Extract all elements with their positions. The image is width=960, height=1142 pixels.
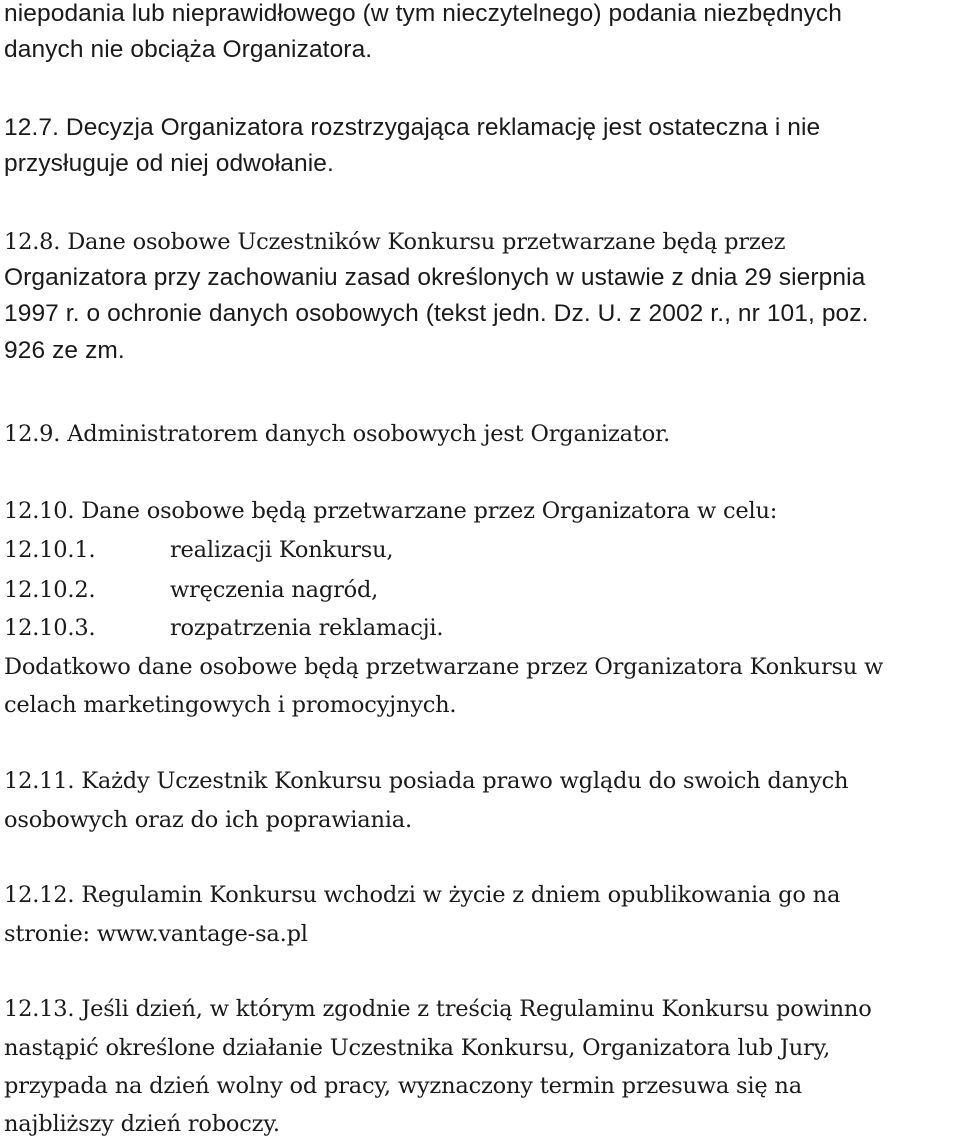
section-12-8-line: 12.8. Dane osobowe Uczestników Konkursu przetwarzane będą przez bbox=[4, 229, 786, 255]
section-12-10-line: 12.10. Dane osobowe będą przetwarzane przez Organizatora w celu: bbox=[4, 498, 778, 524]
text-line: stronie: www.vantage-sa.pl bbox=[4, 921, 308, 947]
subitem-number: 12.10.1. bbox=[4, 537, 96, 563]
text-line: przypada na dzień wolny od pracy, wyznaczony termin przesuwa się na bbox=[4, 1073, 802, 1099]
subitem-number: 12.10.2. bbox=[4, 577, 96, 603]
text-line: przysługuje od niej odwołanie. bbox=[4, 150, 334, 177]
subitem-12-10-3 bbox=[4, 610, 443, 646]
subitem-text: realizacji Konkursu, bbox=[170, 537, 394, 563]
section-12-9-line: 12.9. Administratorem danych osobowych jest Organizator. bbox=[4, 421, 671, 447]
subitem-number: 12.10.3. bbox=[4, 615, 96, 641]
text-line: danych nie obciąża Organizatora. bbox=[4, 36, 373, 63]
text-line: 1997 r. o ochronie danych osobowych (tekst jedn. Dz. U. z 2002 r., nr 101, poz. bbox=[4, 300, 869, 327]
text-line: Dodatkowo dane osobowe będą przetwarzane przez Organizatora Konkursu w bbox=[4, 654, 884, 680]
section-12-11-line: 12.11. Każdy Uczestnik Konkursu posiada prawo wglądu do swoich danych bbox=[4, 768, 849, 794]
text-line: celach marketingowych i promocyjnych. bbox=[4, 692, 457, 718]
text-line: nastąpić określone działanie Uczestnika Konkursu, Organizatora lub Jury, bbox=[4, 1035, 831, 1061]
text-line: Organizatora przy zachowaniu zasad określonych w ustawie z dnia 29 sierpnia bbox=[4, 264, 866, 291]
text-line: najbliższy dzień roboczy. bbox=[4, 1111, 280, 1137]
subitem-text: rozpatrzenia reklamacji. bbox=[170, 615, 444, 641]
subitem-12-10-2 bbox=[4, 572, 378, 608]
text-line: 926 ze zm. bbox=[4, 337, 125, 364]
section-12-13-line: 12.13. Jeśli dzień, w którym zgodnie z treścią Regulaminu Konkursu powinno bbox=[4, 996, 872, 1022]
section-12-7-line: 12.7. Decyzja Organizatora rozstrzygająca reklamację jest ostateczna i nie bbox=[4, 114, 821, 141]
subitem-text: wręczenia nagród, bbox=[170, 577, 379, 603]
text-line: osobowych oraz do ich poprawiania. bbox=[4, 807, 412, 833]
section-12-12-line: 12.12. Regulamin Konkursu wchodzi w życie z dniem opublikowania go na bbox=[4, 882, 841, 908]
text-line: niepodania lub nieprawidłowego (w tym nieczytelnego) podania niezbędnych bbox=[4, 0, 843, 27]
subitem-12-10-1 bbox=[4, 532, 393, 568]
